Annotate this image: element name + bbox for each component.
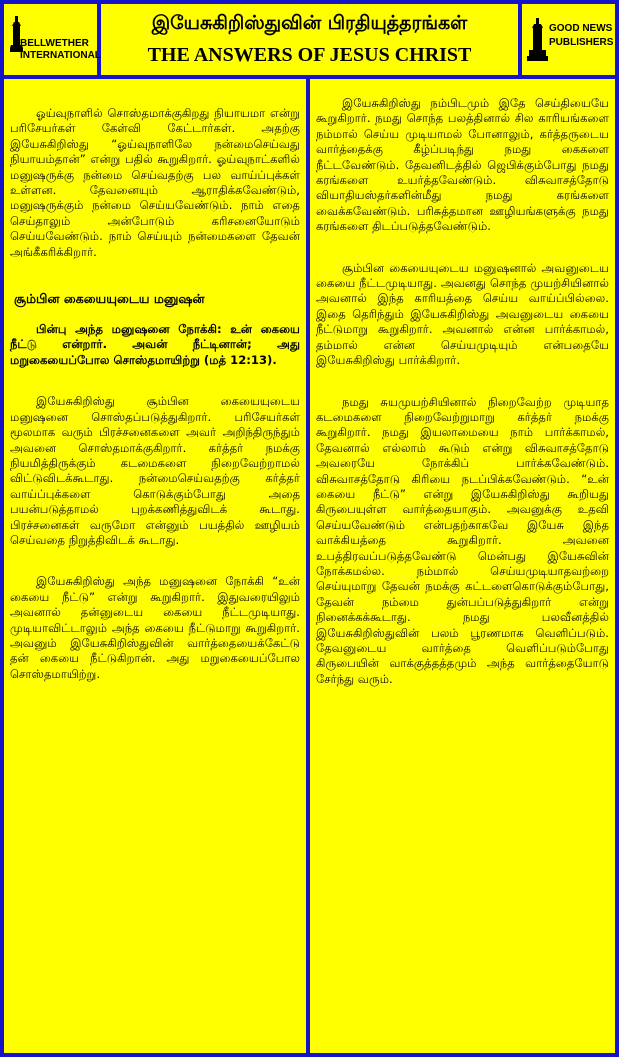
right-paragraph-1: இயேசுகிறிஸ்து நம்பிடமும் இதே செய்தியையே கூறுகிறார். நமது சொந்த பலத்தினால் சில காரியங்களை நம்மால் செய்ய முடியாமல் போனாலும், கர்த்தருடைய வார்த்தைக்கு கீழ்ப்படிந்து நமது கைகளை நீட்டவேண்டும். தேவனிடத்தில் ஜெபிக்கும்போது நமது கரங்களை உயர்த்தவேண்டும். விசுவாசத்தோடு வியாதியஸ்தர்களின்மீது நமது கரங்களை வைக்கவேண்டும். பரிசுத்தமான ஊழியங்களுக்கு நமது கரங்களை திடப்படுத்தவேண்டும்.: [316, 96, 609, 234]
left-logo-line1: BELLWETHER: [20, 38, 89, 49]
left-logo-panel: [4, 4, 101, 75]
left-paragraph-1: ஓய்வுநாளில் சொஸ்தமாக்குகிறது நியாயமா என்று பரிசேயர்கள் கேள்வி கேட்டார்கள். அதற்கு இயேசுகிறிஸ்து “ஓய்வுநாளிலே நன்மைசெய்வது நியாயம்தான்” என்று பதில் கூறுகிறார். ஓய்வுநாட்களில் மனுஷருக்கு நன்மை செய்வதற்கு பல வாய்ப்புக்கள் உள்ளன. தேவனையும் ஆராதிக்கவேண்டும், மனுஷருக்கும் நன்மை செய்யவேண்டும். நாம் எதை செய்தாலும் அன்போடும் கரிசனையோடும் செய்யவேண்டும். நாம் செய்யும் நன்மைகளை தேவன் அங்கீகரிக்கிறார்.: [10, 106, 300, 259]
left-column: [4, 79, 306, 1053]
right-paragraph-2: சூம்பின கையையுடைய மனுஷனால் அவனுடைய கையை நீட்டமுடியாது. அவனது சொந்த முயற்சியினால் அவனால் இந்த காரியத்தை செய்ய வாய்ப்பில்லை. இதை தெரிந்தும் இயேசுகிறிஸ்து அவனுடைய கையை நீட்டுமாறு கூறுகிறார். அவனால் என்ன பார்க்காமல், தம்மால் என்ன செய்யமுடியும் என்பதையே இயேசுகிறிஸ்து பார்க்கிறார்.: [316, 260, 609, 368]
section-heading: சூம்பின கையையுடைய மனுஷன்: [14, 291, 205, 307]
right-logo-line1: GOOD NEWS: [549, 23, 613, 34]
left-paragraph-2: இயேசுகிறிஸ்து சூம்பின கையையுடைய மனுஷனை சொஸ்தப்படுத்துகிறார். பரிசேயர்கள் மூலமாக வரும் பிரச்சனைகளை அவர் அறிந்திருந்தும் அவனை சொஸ்தமாக்குகிறார். கர்த்தர் நமக்கு நியமித்திருக்கும் கடமைகளை நிறைவேற்றாமல் விட்டுவிடக்கூடாது. நன்மைசெய்வதற்கு கர்த்தர் வாய்ப்புக்களை கொடுக்கும்போது அதை பயன்படுத்தாமல் புறக்கணித்துவிடக் கூடாது. பிரச்சனைகள் வருமோ என்னும் பயத்தில் ஊழியம் செய்வதை நிறுத்திவிடக் கூடாது.: [10, 394, 300, 547]
right-logo-line2: PUBLISHERS: [549, 37, 614, 48]
left-paragraph-3: இயேசுகிறிஸ்து அந்த மனுஷனை நோக்கி “உன் கையை நீட்டு” என்று கூறுகிறார். இதுவரையிலும் அவனால் தன்னுடைய கையை நீட்டமுடியாது. முடியாவிட்டாலும் அந்த கையை நீட்டுமாறு கூறுகிறார். அவனும் இயேசுகிறிஸ்துவின் வார்த்தையைக்கேட்டு தன் கையை நீட்டுகிறான். அது மறுகையைப்போல சொஸ்தமாயிற்று.: [10, 574, 300, 681]
right-column: [310, 79, 615, 1053]
left-logo-line2: INTERNATIONAL: [20, 50, 101, 61]
title-english: THE ANSWERS OF JESUS CHRIST: [147, 44, 472, 66]
right-paragraph-3: நமது சுயமுயற்சியினால் நிறைவேற்ற முடியாத கடமைகளை நிறைவேற்றுமாறு கர்த்தர் நமக்கு கூறுகிறார். நமது இயலாமையை நாம் பார்க்காமல், தேவனால் எல்லாம் கூடும் என்று விசுவாசத்தோடு அவரையே நோக்கிப் பார்க்கவேண்டும். விசுவாசத்தோடு கிரியை நடப்பிக்கவேண்டும். “உன் கையை நீட்டு” என்று இயேசுகிறிஸ்து கூறியது கிருபையுள்ள வார்த்தையாகும். அவனுக்கு உதவி செய்யவேண்டும் என்பதற்காகவே இயேசு இந்த வாக்கியத்தை கூறுகிறார். அவனை உபத்திரவப்படுத்தவேண்டு மென்பது இயேசுவின் நோக்கமல்ல. நம்மால் செய்யமுடியாதவற்றை செய்யுமாறு தேவன் நமக்கு கட்டளைகொடுக்கும்போது, தேவன் நம்மை துன்பப்படுத்துகிறார் என்று நினைக்கக்கூடாது. நமது பலவீனத்தில் இயேசுகிறிஸ்துவின் பலம் பூரணமாக வெளிப்படும். தேவனுடைய வார்த்தை வெளிப்படும்போது கிருபையின் வாக்குத்தத்தமும் அந்த வார்த்தையோடு சேர்ந்து வரும்.: [316, 394, 609, 686]
title-panel: [101, 4, 518, 75]
bible-verse: பின்பு அந்த மனுஷனை நோக்கி: உன் கையை நீட்டு என்றார். அவன் நீட்டினான்; அது மறுகையைப்போல சொஸ்தமாயிற்று (மத் 12:13).: [10, 322, 300, 367]
title-tamil: இயேசுகிறிஸ்துவின் பிரதியுத்தரங்கள்: [151, 12, 468, 34]
right-logo-panel: [522, 4, 615, 75]
